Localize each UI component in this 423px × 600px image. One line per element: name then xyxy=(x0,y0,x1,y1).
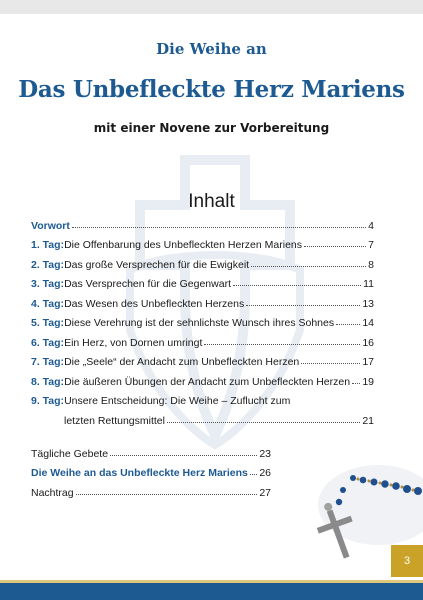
dot-leader xyxy=(167,422,360,423)
dot-leader xyxy=(204,344,360,345)
toc-entry-page: 16 xyxy=(362,336,374,349)
footer-bar xyxy=(0,583,423,600)
toc-entry-text: Die Offenbarung des Unbefleckten Herzen Mariens xyxy=(64,239,302,251)
toc-entry-prefix: 2. Tag: xyxy=(31,258,65,271)
dot-leader xyxy=(72,227,366,228)
toc-extra-text: Die Weihe an das Unbefleckte Herz Mariens xyxy=(31,467,248,479)
top-bar xyxy=(0,0,423,14)
toc-entry-page: 19 xyxy=(362,375,374,388)
toc-heading: Inhalt xyxy=(188,191,235,212)
dot-leader xyxy=(336,324,360,325)
page-title: Das Unbefleckte Herz Mariens xyxy=(18,76,405,103)
toc-entry-prefix: 6. Tag: xyxy=(31,336,65,349)
toc-entry[interactable] xyxy=(31,368,374,388)
toc-extra-list xyxy=(31,440,271,499)
toc-entry-text: Ein Herz, von Dornen umringt xyxy=(64,336,203,349)
toc-entry-page: 8 xyxy=(368,258,374,271)
toc-entry-page: 14 xyxy=(362,317,374,329)
dot-leader xyxy=(233,285,361,286)
page-number-badge: 3 xyxy=(391,545,423,577)
toc-list xyxy=(31,212,374,427)
toc-entry-prefix: 7. Tag: xyxy=(31,356,65,368)
toc-entry[interactable] xyxy=(31,290,374,310)
toc-entry-page: 11 xyxy=(363,278,374,290)
toc-entry[interactable] xyxy=(31,212,374,232)
toc-entry-page: 13 xyxy=(362,297,374,310)
dot-leader xyxy=(304,246,366,247)
toc-entry[interactable] xyxy=(31,251,374,271)
dot-leader xyxy=(110,455,257,456)
dot-leader xyxy=(250,474,257,475)
toc-entry-prefix: Vorwort xyxy=(31,219,70,232)
toc-entry[interactable] xyxy=(31,310,374,330)
subtitle: mit einer Novene zur Vorbereitung xyxy=(93,121,330,135)
toc-entry-text: Das Versprechen für die Gegenwart xyxy=(64,278,231,290)
toc-entry-text: Das Wesen des Unbefleckten Herzens xyxy=(64,297,245,310)
toc-entry-page: 21 xyxy=(362,414,374,427)
toc-entry-text: Die „Seele“ der Andacht zum Unbefleckten Herzen xyxy=(64,356,300,368)
toc-extra-entry[interactable] xyxy=(31,479,271,499)
toc-entry[interactable] xyxy=(31,271,374,291)
toc-entry-page: 7 xyxy=(368,239,374,251)
toc-entry-prefix: 8. Tag: xyxy=(31,375,65,388)
toc-extra-page: 27 xyxy=(259,486,271,499)
toc-extra-entry[interactable] xyxy=(31,440,271,460)
toc-entry-page: 4 xyxy=(368,219,374,232)
toc-extra-text: Tägliche Gebete xyxy=(31,447,109,460)
toc-extra-page: 26 xyxy=(259,467,271,479)
kicker-title: Die Weihe an xyxy=(156,40,267,58)
toc-entry-prefix: 1. Tag: xyxy=(31,239,65,251)
toc-entry-page: 17 xyxy=(362,356,374,368)
toc-entry-text: Das große Versprechen für die Ewigkeit xyxy=(64,258,250,271)
toc-entry-prefix: 5. Tag: xyxy=(31,317,65,329)
dot-leader xyxy=(301,363,360,364)
dot-leader xyxy=(76,494,258,495)
toc-entry[interactable] xyxy=(31,349,374,369)
toc-entry-text: Diese Verehrung ist der sehnlichste Wunsch ihres Sohnes xyxy=(64,317,335,329)
toc-entry[interactable] xyxy=(31,329,374,349)
toc-extra-page: 23 xyxy=(259,447,271,460)
dot-leader xyxy=(246,305,360,306)
toc-entry[interactable] xyxy=(31,388,374,408)
toc-entry-prefix: 3. Tag: xyxy=(31,278,65,290)
toc-extra-entry[interactable] xyxy=(31,460,271,480)
toc-entry-text: Die äußeren Übungen der Andacht zum Unbefleckten Herzen xyxy=(64,375,351,388)
toc-entry-continuation[interactable] xyxy=(31,407,374,427)
toc-entry-text: letzten Rettungsmittel xyxy=(64,414,165,427)
dot-leader xyxy=(251,266,366,267)
dot-leader xyxy=(352,383,360,384)
toc-entry[interactable] xyxy=(31,232,374,252)
toc-entry-prefix: 9. Tag: xyxy=(31,395,65,407)
toc-entry-text: Unsere Entscheidung: Die Weihe – Zuflucht zum xyxy=(64,395,291,407)
toc-entry-prefix: 4. Tag: xyxy=(31,297,65,310)
toc-extra-text: Nachtrag xyxy=(31,486,74,499)
